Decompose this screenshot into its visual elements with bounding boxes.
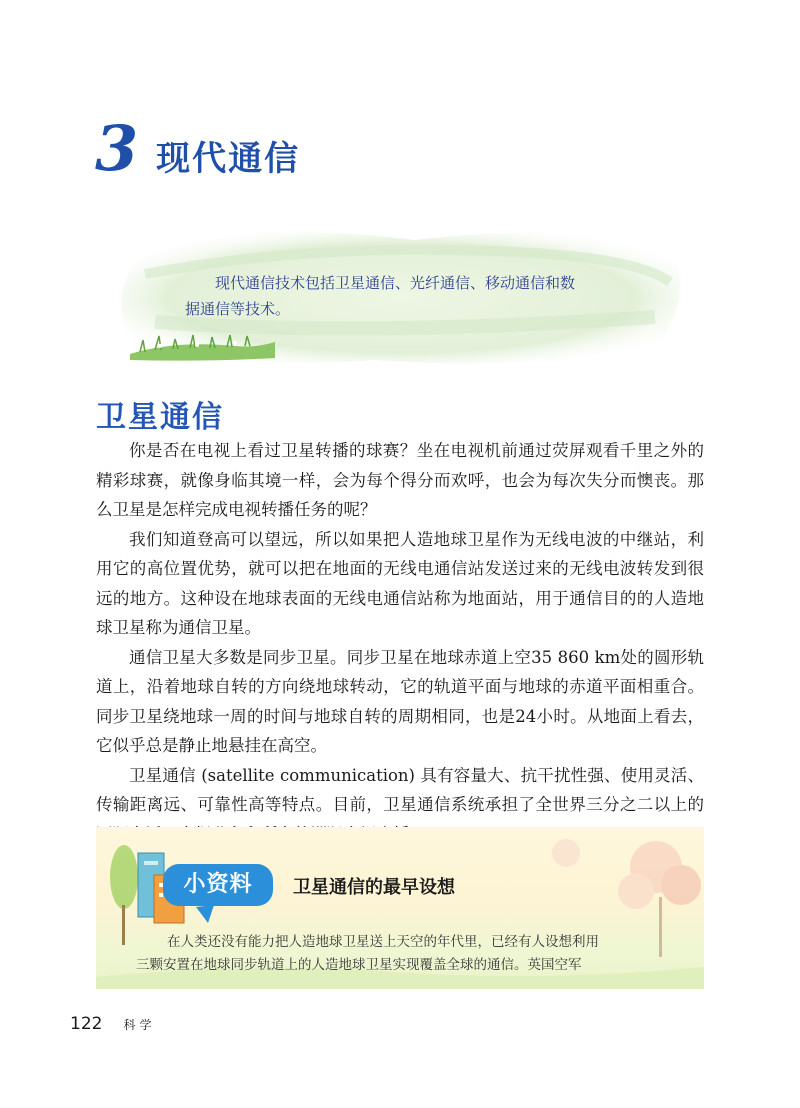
intro-box — [115, 222, 685, 372]
info-text — [136, 931, 676, 977]
page-footer — [70, 1014, 156, 1034]
info-line-1: 在人类还没有能力把人造地球卫星送上天空的年代里，已经有人设想利用 — [167, 934, 600, 950]
chapter-name: 现代通信 — [156, 139, 301, 179]
chapter-title — [95, 112, 301, 185]
intro-text — [185, 270, 625, 322]
info-badge: 小资料 — [163, 864, 273, 906]
paragraph: 卫星通信 (satellite communication) 具有容量大、抗干扰性强、使用灵活、传输距离远、可靠性高等特点。目前，卫星通信系统承担了全世界三分之二以上的 — [96, 765, 704, 814]
info-line-2: 三颗安置在地球同步轨道上的人造地球卫星实现覆盖全球的通信。英国空军 — [136, 957, 582, 973]
chapter-number: 3 — [95, 112, 139, 185]
book-name: 科学 — [123, 1018, 156, 1032]
info-title: 卫星通信的最早设想 — [293, 877, 455, 898]
paragraph: 我们知道登高可以望远，所以如果把人造地球卫星作为无线电波的中继站，利用它的高位置优势，就可以把在地面的无线电通信站发送过来的无线电波转发到很远的地方。这种设在地球表面的无线电通信站称为地面站，用于通信目的的人造地球卫星称为通信卫星。 — [96, 529, 704, 637]
info-box — [96, 827, 704, 989]
intro-line-2: 据通信等技术。 — [185, 300, 291, 318]
page-number: 122 — [70, 1014, 103, 1034]
body-text — [96, 436, 704, 849]
paragraph: 你是否在电视上看过卫星转播的球赛？坐在电视机前通过荧屏观看千里之外的精彩球赛，就像身临其境一样，会为每个得分而欢呼，也会为每次失分而懊丧。那么卫星是怎样完成电视转播任务的呢？ — [96, 441, 704, 519]
section-heading: 卫星通信 — [96, 400, 224, 435]
paragraph: 通信卫星大多数是同步卫星。同步卫星在地球赤道上空35 860 km处的圆形轨道上，沿着地球自转的方向绕地球转动，它的轨道平面与地球的赤道平面相重合。同步卫星绕地球一周的时间与地球自转的周期相同，也是24小时。从地面上看去，它似乎总是静止地悬挂在高空。 — [96, 647, 704, 755]
tree-icon — [110, 845, 138, 945]
intro-line-1: 现代通信技术包括卫星通信、光纤通信、移动通信和数 — [215, 274, 576, 292]
